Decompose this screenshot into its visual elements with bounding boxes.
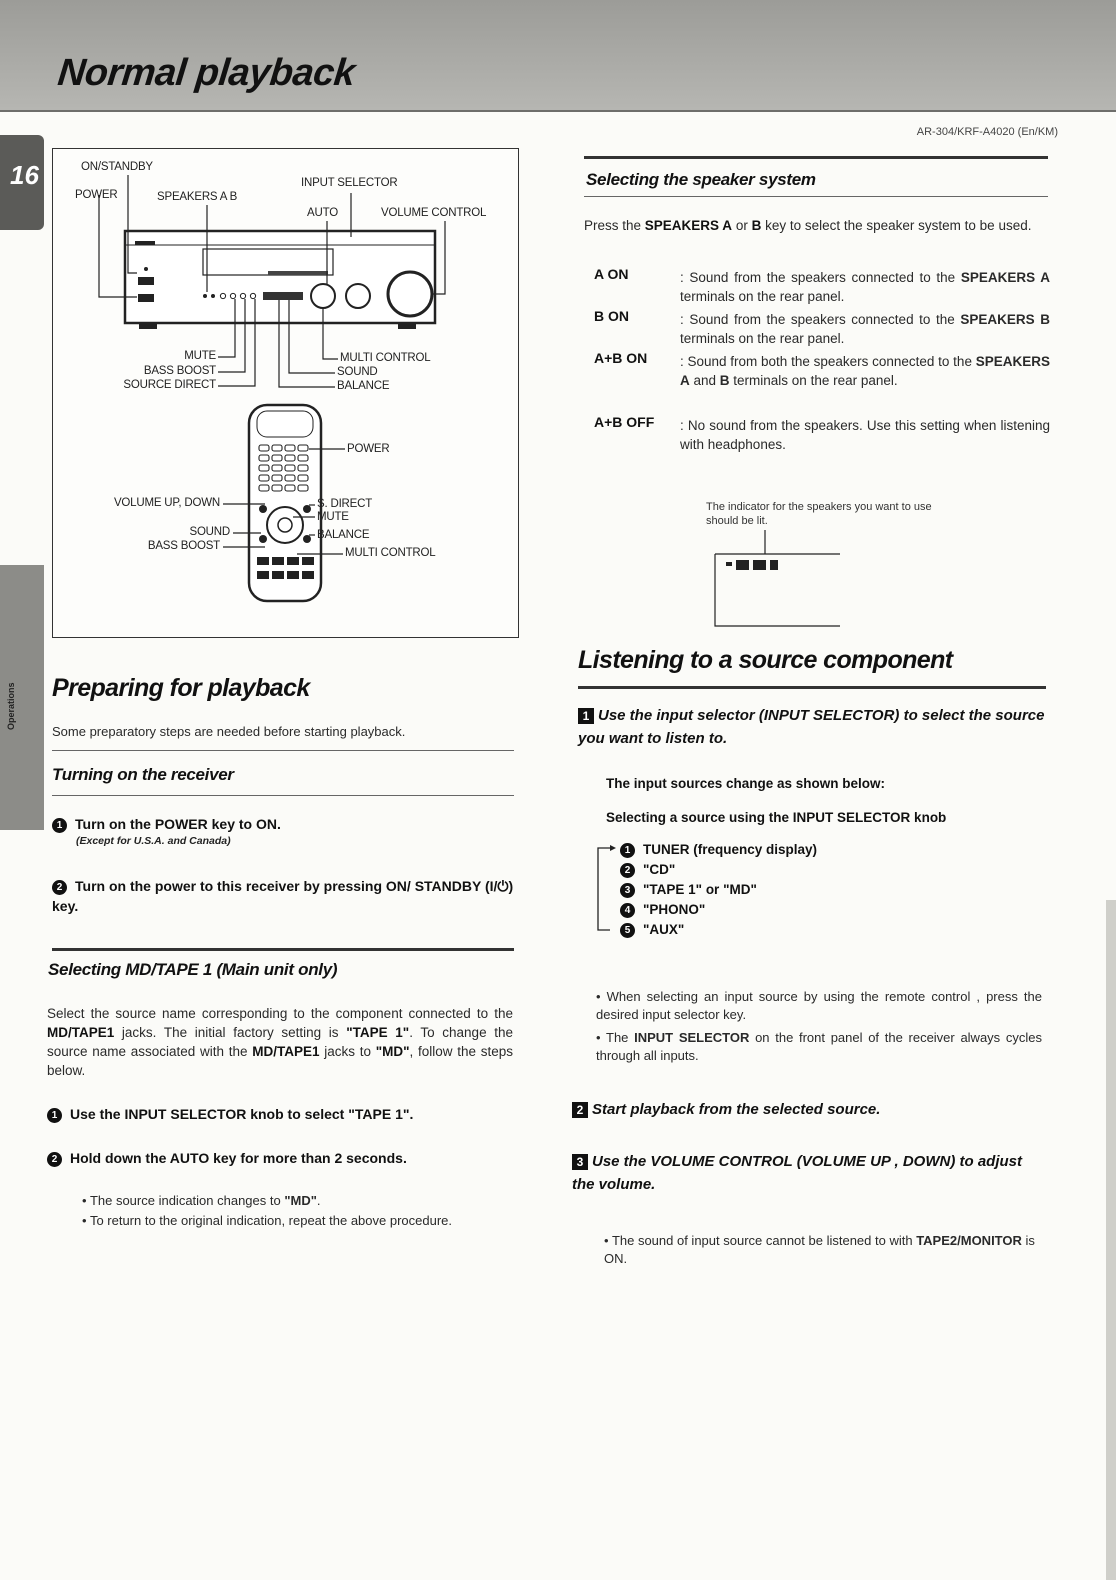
preparing-intro: Some preparatory steps are needed before starting playback. [52, 724, 406, 739]
label-remote-mute: MUTE [317, 511, 349, 523]
listening-step-1: 1 Use the input selector (INPUT SELECTOR) to select the source you want to listen to. [578, 707, 1045, 747]
label-bass-boost: BASS BOOST [143, 365, 216, 377]
step-marker: 2 [47, 1152, 62, 1167]
divider [52, 795, 514, 796]
speaker-term-b-on: B ON [594, 308, 629, 324]
turning-on-step-1-note: (Except for U.S.A. and Canada) [76, 835, 231, 847]
source-item-tape-md: 3 "TAPE 1" or "MD" [620, 880, 817, 900]
label-remote-power: POWER [347, 443, 390, 455]
heading-listening: Listening to a source component [578, 646, 953, 674]
divider-thick [52, 948, 514, 951]
divider-thick [584, 156, 1048, 159]
receiver-remote-illustration [53, 149, 518, 637]
source-cycle-arrow [592, 844, 622, 936]
source-item-tuner: 1 TUNER (frequency display) [620, 840, 817, 860]
speaker-desc-ab-on: : Sound from both the speakers connected to the SPEAKERS A and B terminals on the rear panel. [680, 354, 1050, 388]
page-edge-shadow [1106, 900, 1116, 1580]
listening-sub-1: The input sources change as shown below: [606, 776, 886, 791]
listening-note-2: • The INPUT SELECTOR on the front panel of the receiver always cycles through all inputs. [596, 1030, 1042, 1063]
step-marker: 1 [578, 708, 594, 724]
source-list [620, 840, 817, 940]
heading-md-tape: Selecting MD/TAPE 1 (Main unit only) [48, 960, 338, 979]
divider-thick [578, 686, 1046, 689]
label-on-standby: ON/STANDBY [81, 161, 153, 173]
indicator-note: The indicator for the speakers you want to use should be lit. [706, 501, 932, 527]
receiver-remote-figure [52, 148, 519, 638]
md-tape-paragraph: Select the source name corresponding to the component connected to the MD/TAPE1 jacks. The initial factory setting is "TAPE 1". To change the source name associated with the MD/TAPE1 jacks to "MD", follow the steps below. [47, 1006, 514, 1078]
source-item-cd: 2 "CD" [620, 860, 817, 880]
step-marker: 3 [572, 1154, 588, 1170]
step-marker: 2 [52, 880, 67, 895]
listening-note-3: • The sound of input source cannot be listened to with TAPE2/MONITOR is ON. [604, 1233, 1035, 1266]
heading-speaker-system: Selecting the speaker system [586, 170, 816, 189]
label-balance: BALANCE [337, 380, 390, 392]
speaker-term-ab-on: A+B ON [594, 350, 648, 366]
listening-step-3: 3 Use the VOLUME CONTROL (VOLUME UP , DOWN) to adjust the volume. [572, 1153, 1023, 1193]
label-mute: MUTE [184, 350, 216, 362]
turning-on-step-1: 1 Turn on the POWER key to ON. [52, 814, 514, 834]
label-remote-sound: SOUND [189, 526, 230, 538]
listening-sub-2: Selecting a source using the INPUT SELECTOR knob [606, 810, 947, 825]
step-marker: 1 [47, 1108, 62, 1123]
speaker-term-a-on: A ON [594, 266, 629, 282]
listening-step-2: 2 Start playback from the selected source. [572, 1098, 1048, 1121]
heading-preparing: Preparing for playback [52, 674, 310, 702]
step-marker: 1 [52, 818, 67, 833]
source-item-phono: 4 "PHONO" [620, 900, 817, 920]
listening-note-1: • When selecting an input source by using the remote control , press the desired input selector key. [596, 989, 1042, 1022]
divider [584, 196, 1048, 197]
md-tape-note-2: • To return to the original indication, repeat the above procedure. [82, 1213, 453, 1228]
label-multi-control: MULTI CONTROL [340, 352, 431, 364]
divider [52, 750, 514, 751]
page-number: 16 [10, 160, 39, 190]
section-side-label: Operations [6, 682, 16, 730]
md-tape-step-2: 2 Hold down the AUTO key for more than 2 seconds. [47, 1148, 513, 1168]
label-volume-up-down: VOLUME UP, DOWN [113, 497, 220, 509]
label-remote-bass-boost: BASS BOOST [147, 540, 220, 552]
step-marker: 2 [572, 1102, 588, 1118]
speaker-desc-b-on: : Sound from the speakers connected to the SPEAKERS B terminals on the rear panel. [680, 312, 1050, 346]
label-remote-balance: BALANCE [317, 529, 370, 541]
model-code: AR-304/KRF-A4020 (En/KM) [916, 126, 1058, 138]
speaker-indicator-display [710, 530, 850, 630]
speaker-desc-ab-off: : No sound from the speakers. Use this setting when listening with headphones. [680, 418, 1050, 452]
speaker-intro: Press the SPEAKERS A or B key to select the speaker system to be used. [584, 218, 1032, 233]
label-remote-multi-control: MULTI CONTROL [345, 547, 436, 559]
speaker-term-ab-off: A+B OFF [594, 414, 655, 430]
turning-on-step-2: 2 Turn on the power to this receiver by pressing ON/ STANDBY (I/⏻) key. [52, 878, 514, 914]
page-title: Normal playback [55, 52, 357, 94]
label-volume-control: VOLUME CONTROL [381, 207, 487, 219]
label-input-selector: INPUT SELECTOR [301, 177, 398, 189]
label-sound: SOUND [337, 366, 378, 378]
source-item-aux: 5 "AUX" [620, 920, 817, 940]
label-power: POWER [75, 189, 118, 201]
label-source-direct: SOURCE DIRECT [123, 379, 216, 391]
md-tape-note-1: • The source indication changes to "MD". [82, 1193, 321, 1208]
md-tape-step-1: 1 Use the INPUT SELECTOR knob to select "TAPE 1". [47, 1104, 513, 1124]
speaker-desc-a-on: : Sound from the speakers connected to the SPEAKERS A terminals on the rear panel. [680, 270, 1050, 304]
label-s-direct: S. DIRECT [317, 498, 373, 510]
heading-turning-on: Turning on the receiver [52, 765, 234, 784]
label-auto: AUTO [307, 207, 338, 219]
label-speakers-ab: SPEAKERS A B [157, 191, 238, 203]
